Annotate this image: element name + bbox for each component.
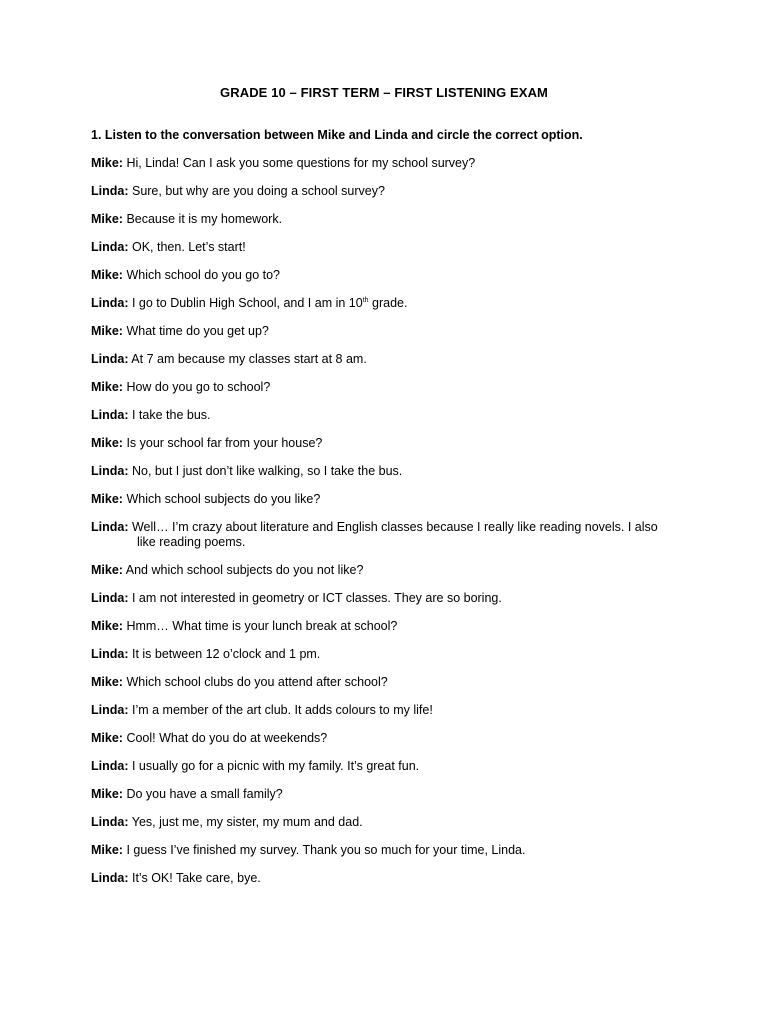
dialogue-text: Because it is my homework.: [126, 212, 283, 226]
dialogue-text: How do you go to school?: [126, 380, 271, 394]
dialogue-line: [91, 156, 691, 184]
speaker-name: Mike:: [91, 156, 123, 170]
dialogue-line: [91, 787, 691, 815]
dialogue-text: Which school subjects do you like?: [126, 492, 321, 506]
dialogue-line: [91, 520, 691, 563]
speaker-name: Linda:: [91, 703, 129, 717]
dialogue-line: [91, 871, 691, 899]
speaker-name: Mike:: [91, 787, 123, 801]
speaker-name: Mike:: [91, 563, 123, 577]
dialogue-line: [91, 212, 691, 240]
exercise-instruction: 1. Listen to the conversation between Mike and Linda and circle the correct option.: [91, 128, 583, 142]
dialogue-text: Hi, Linda! Can I ask you some questions for my school survey?: [126, 156, 476, 170]
speaker-name: Linda:: [91, 759, 129, 773]
dialogue-line: [91, 759, 691, 787]
dialogue-text: I go to Dublin High School, and I am in 10: [131, 296, 363, 310]
speaker-name: Mike:: [91, 675, 123, 689]
speaker-name: Linda:: [91, 184, 129, 198]
dialogue-line: [91, 843, 691, 871]
dialogue-text: Do you have a small family?: [126, 787, 283, 801]
dialogue-line: [91, 324, 691, 352]
dialogue-text: I’m a member of the art club. It adds colours to my life!: [131, 703, 433, 717]
speaker-name: Mike:: [91, 324, 123, 338]
dialogue-list: [91, 156, 691, 899]
speaker-name: Linda:: [91, 240, 129, 254]
dialogue-line: [91, 436, 691, 464]
dialogue-line: [91, 731, 691, 759]
dialogue-line: [91, 675, 691, 703]
dialogue-text-continued: like reading poems.: [137, 535, 246, 549]
dialogue-text: It’s OK! Take care, bye.: [131, 871, 261, 885]
dialogue-line: [91, 815, 691, 843]
dialogue-text: It is between 12 o’clock and 1 pm.: [131, 647, 321, 661]
speaker-name: Mike:: [91, 619, 123, 633]
dialogue-text: What time do you get up?: [126, 324, 269, 338]
dialogue-text: I guess I’ve finished my survey. Thank you so much for your time, Linda.: [126, 843, 526, 857]
dialogue-text: Which school do you go to?: [126, 268, 281, 282]
dialogue-line: [91, 352, 691, 380]
speaker-name: Linda:: [91, 352, 129, 366]
dialogue-text: Sure, but why are you doing a school survey?: [131, 184, 385, 198]
dialogue-text: No, but I just don’t like walking, so I take the bus.: [131, 464, 403, 478]
speaker-name: Linda:: [91, 871, 129, 885]
speaker-name: Mike:: [91, 731, 123, 745]
dialogue-text: I am not interested in geometry or ICT classes. They are so boring.: [131, 591, 502, 605]
dialogue-line: [91, 240, 691, 268]
dialogue-line: [91, 647, 691, 675]
speaker-name: Mike:: [91, 268, 123, 282]
speaker-name: Linda:: [91, 408, 129, 422]
dialogue-text: OK, then. Let’s start!: [131, 240, 246, 254]
speaker-name: Mike:: [91, 492, 123, 506]
dialogue-line: [91, 492, 691, 520]
speaker-name: Mike:: [91, 212, 123, 226]
dialogue-text: Well… I’m crazy about literature and English classes because I really like reading novels. I also: [131, 520, 658, 534]
dialogue-text: Is your school far from your house?: [126, 436, 323, 450]
ordinal-suffix: th: [362, 296, 369, 304]
dialogue-line: [91, 464, 691, 492]
dialogue-text: At 7 am because my classes start at 8 am.: [131, 352, 367, 366]
dialogue-line: [91, 268, 691, 296]
dialogue-line: [91, 380, 691, 408]
speaker-name: Linda:: [91, 296, 129, 310]
speaker-name: Mike:: [91, 843, 123, 857]
speaker-name: Linda:: [91, 591, 129, 605]
dialogue-text: And which school subjects do you not like?: [125, 563, 364, 577]
dialogue-line: [91, 703, 691, 731]
dialogue-line: [91, 296, 691, 324]
speaker-name: Linda:: [91, 464, 129, 478]
speaker-name: Mike:: [91, 380, 123, 394]
page-title: GRADE 10 – FIRST TERM – FIRST LISTENING EXAM: [220, 85, 548, 100]
dialogue-line: [91, 184, 691, 212]
speaker-name: Linda:: [91, 815, 129, 829]
dialogue-text-end: grade.: [368, 296, 408, 310]
dialogue-text: Hmm… What time is your lunch break at school?: [126, 619, 398, 633]
dialogue-line: [91, 563, 691, 591]
speaker-name: Mike:: [91, 436, 123, 450]
speaker-name: Linda:: [91, 647, 129, 661]
dialogue-text: Which school clubs do you attend after school?: [126, 675, 388, 689]
dialogue-text: Cool! What do you do at weekends?: [126, 731, 328, 745]
dialogue-line: [91, 408, 691, 436]
dialogue-text: I usually go for a picnic with my family. It’s great fun.: [131, 759, 420, 773]
dialogue-line: [91, 591, 691, 619]
speaker-name: Linda:: [91, 520, 129, 534]
dialogue-line: [91, 619, 691, 647]
dialogue-text: Yes, just me, my sister, my mum and dad.: [131, 815, 363, 829]
dialogue-text: I take the bus.: [131, 408, 211, 422]
